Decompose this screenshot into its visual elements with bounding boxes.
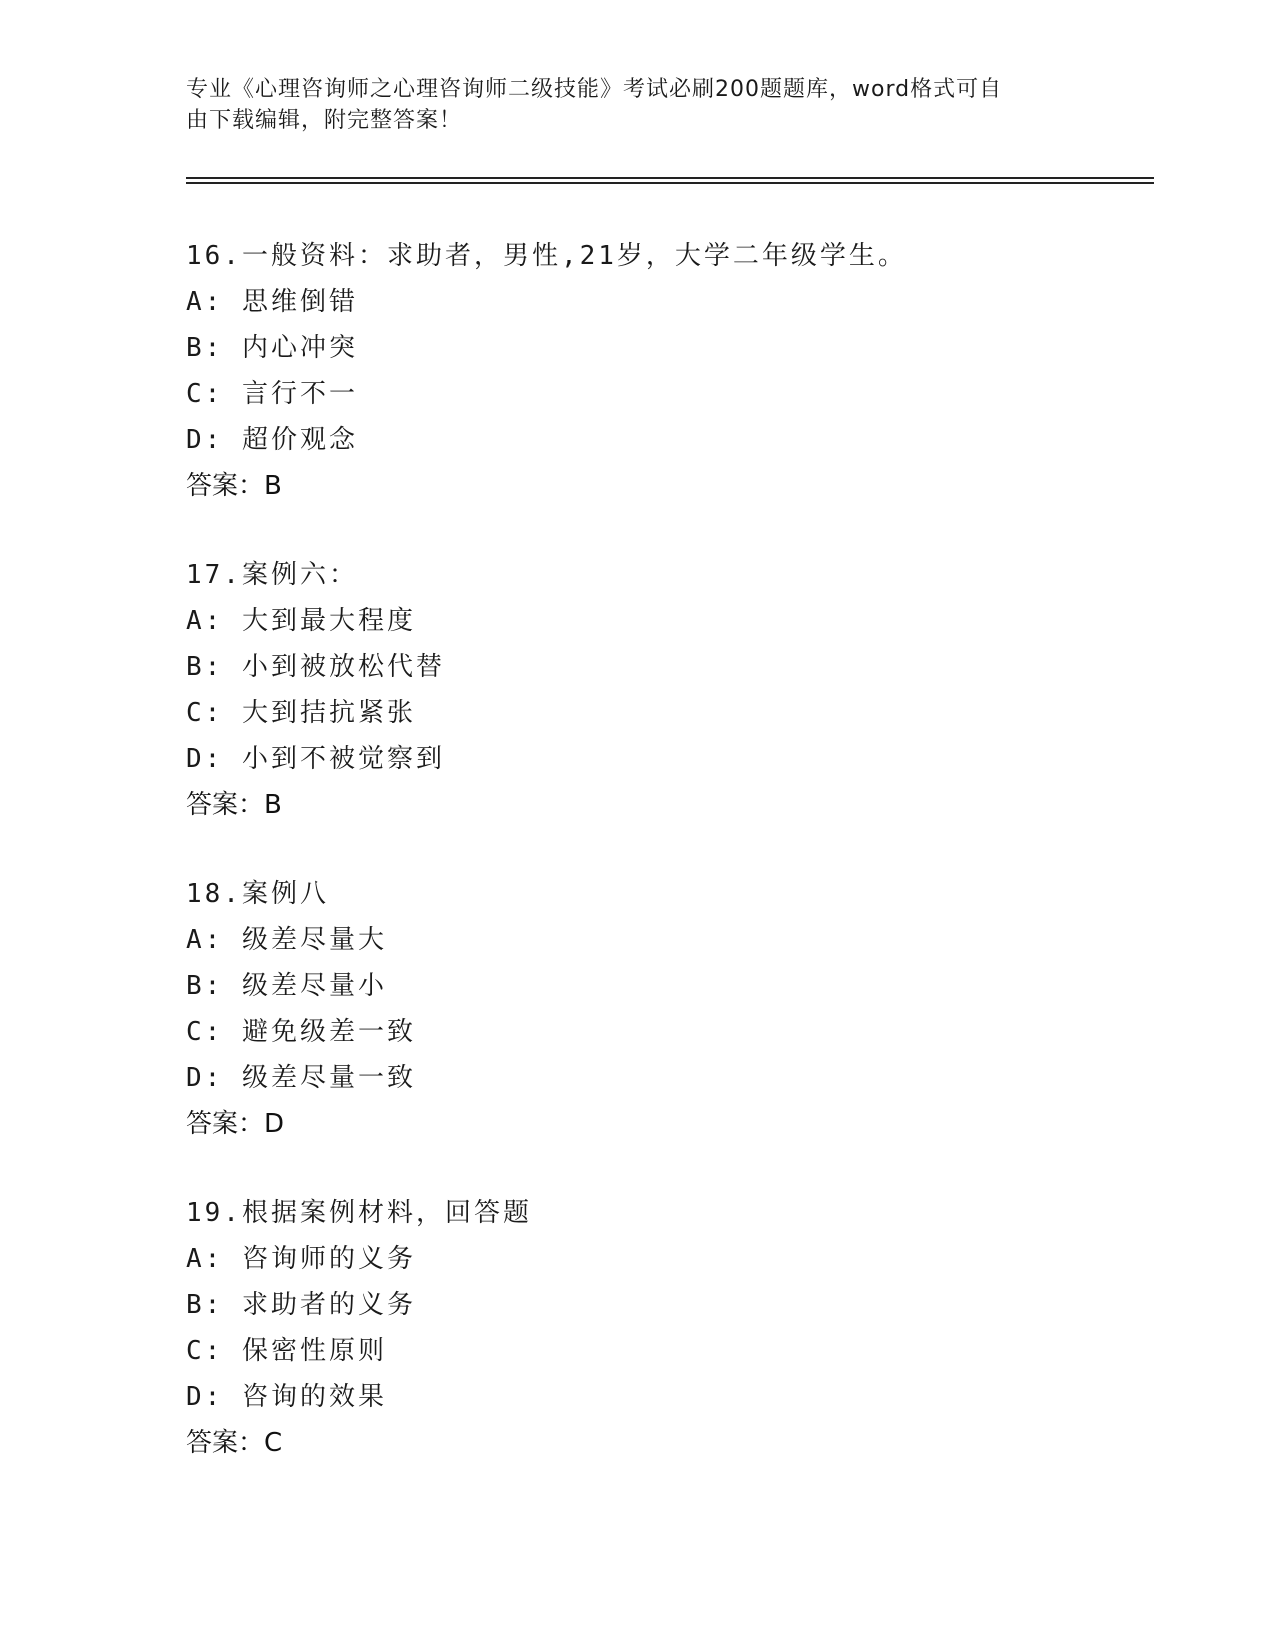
option-a: A: 级差尽量大 <box>186 925 387 955</box>
option-d: D: 小到不被觉察到 <box>186 744 445 774</box>
question-title: 18.案例八 <box>186 879 329 909</box>
option-a: A: 咨询师的义务 <box>186 1244 416 1274</box>
document-header <box>186 74 1066 136</box>
option-c: C: 大到拮抗紧张 <box>186 698 416 728</box>
answer-line: 答案：B <box>186 790 282 820</box>
question-16 <box>186 233 1086 509</box>
header-line-1: 专业《心理咨询师之心理咨询师二级技能》考试必刷200题题库，word格式可自 <box>186 77 1003 102</box>
question-19 <box>186 1190 1086 1466</box>
option-b: B: 小到被放松代替 <box>186 652 445 682</box>
question-17 <box>186 552 1086 828</box>
option-c: C: 避免级差一致 <box>186 1017 416 1047</box>
option-b: B: 级差尽量小 <box>186 971 387 1001</box>
option-d: D: 级差尽量一致 <box>186 1063 416 1093</box>
question-title: 19.根据案例材料，回答题 <box>186 1198 532 1228</box>
option-b: B: 求助者的义务 <box>186 1290 416 1320</box>
answer-line: 答案：C <box>186 1428 283 1458</box>
option-b: B: 内心冲突 <box>186 333 358 363</box>
answer-line: 答案：B <box>186 471 282 501</box>
option-d: D: 超价观念 <box>186 425 358 455</box>
header-line-2: 由下载编辑，附完整答案！ <box>186 108 463 133</box>
option-a: A: 思维倒错 <box>186 287 358 317</box>
header-divider-bottom <box>186 182 1154 184</box>
option-d: D: 咨询的效果 <box>186 1382 387 1412</box>
question-title: 17.案例六： <box>186 560 358 590</box>
question-18 <box>186 871 1086 1147</box>
answer-line: 答案：D <box>186 1109 285 1139</box>
option-c: C: 言行不一 <box>186 379 358 409</box>
header-divider-top <box>186 177 1154 179</box>
question-title: 16.一般资料：求助者，男性,21岁，大学二年级学生。 <box>186 241 907 271</box>
option-c: C: 保密性原则 <box>186 1336 387 1366</box>
option-a: A: 大到最大程度 <box>186 606 416 636</box>
